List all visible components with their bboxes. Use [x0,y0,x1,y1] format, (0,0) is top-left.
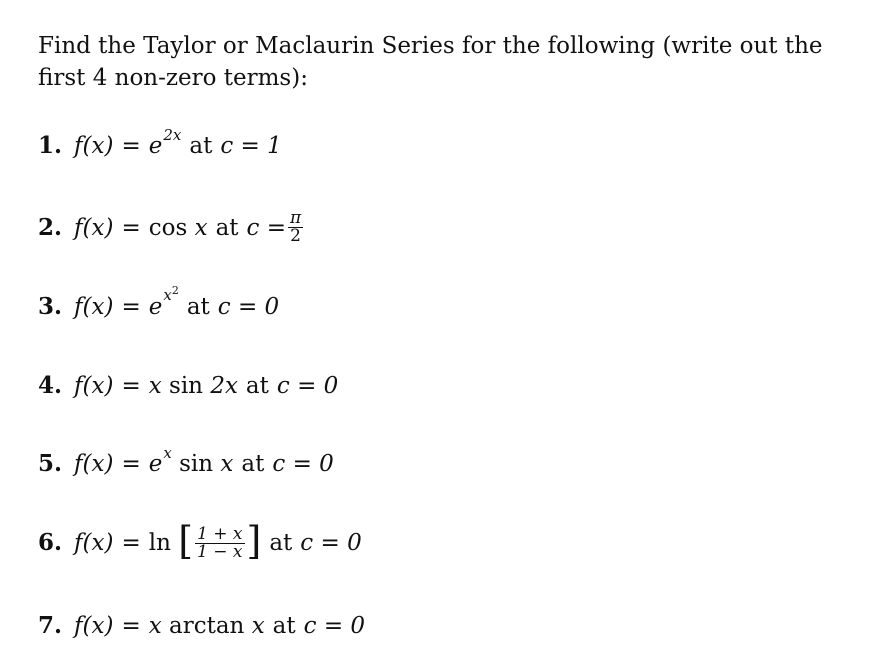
problem-number: 4. [38,372,63,399]
exponent [163,279,178,313]
fraction-denominator: 1 − x [197,541,243,562]
equals-sign: = [121,373,141,399]
log-argument-fraction [195,523,244,562]
problem-4 [38,370,338,402]
variable: x [251,613,265,639]
inverse-trig-function: arctan [169,613,245,639]
at-word: at [215,214,239,241]
left-bracket: [ [178,519,194,563]
exponent-base: x [163,286,172,304]
right-bracket: ] [246,519,262,563]
exponent: x [163,444,172,462]
trig-argument: 2x [210,373,238,399]
exponential-base: e [148,133,163,159]
fraction-numerator: 1 + x [197,523,243,544]
center-condition: c = 0 [303,613,366,639]
at-word: at [272,613,296,639]
function-name: f(x) [74,451,114,477]
function-name: f(x) [74,613,114,639]
exponent: 2x [163,126,182,144]
center-condition: c = 0 [276,373,339,399]
problem-5 [38,444,334,480]
problem-7 [38,610,365,642]
problem-number: 1. [38,132,63,159]
problem-number: 2. [38,213,63,241]
coefficient-variable: x [148,613,162,639]
center-condition: c = 0 [272,451,334,477]
equals-sign: = [121,294,141,320]
at-word: at [269,530,293,556]
exponential-base: e [148,294,163,320]
trig-function: sin [179,451,214,477]
equals-sign: = [121,613,141,639]
exponent-power: 2 [171,284,179,297]
equals-sign: = [121,530,141,556]
problem-number: 6. [38,529,63,556]
center-condition: c = 0 [300,530,362,556]
variable: x [220,451,234,477]
at-word: at [245,373,269,399]
log-function: ln [148,530,171,556]
problem-3 [38,284,280,324]
center-condition: c = 1 [220,133,282,159]
center-fraction [288,210,303,245]
at-word: at [241,451,265,477]
instructions-text: Find the Taylor or Maclaurin Series for the following (write out the first 4 non-zero terms): [38,33,823,91]
trig-function: cos [148,214,188,241]
coefficient-variable: x [148,373,162,399]
function-name: f(x) [74,530,114,556]
equals-sign: = [121,451,141,477]
at-word: at [186,294,210,320]
center-condition: c = [246,214,286,241]
problem-2 [38,210,305,245]
function-name: f(x) [74,214,114,241]
function-name: f(x) [74,133,114,159]
variable: x [194,214,208,241]
function-name: f(x) [74,294,114,320]
problem-number: 7. [38,612,63,639]
problem-6 [38,519,362,563]
equals-sign: = [121,133,141,159]
at-word: at [189,133,213,159]
equals-sign: = [121,214,141,241]
fraction-denominator: 2 [290,226,301,246]
exponential-base: e [148,451,163,477]
problem-1 [38,126,282,162]
problem-number: 5. [38,450,63,477]
problem-number: 3. [38,293,63,320]
center-condition: c = 0 [217,294,280,320]
function-name: f(x) [74,373,114,399]
trig-function: sin [169,373,203,399]
fraction-numerator: π [290,208,302,228]
